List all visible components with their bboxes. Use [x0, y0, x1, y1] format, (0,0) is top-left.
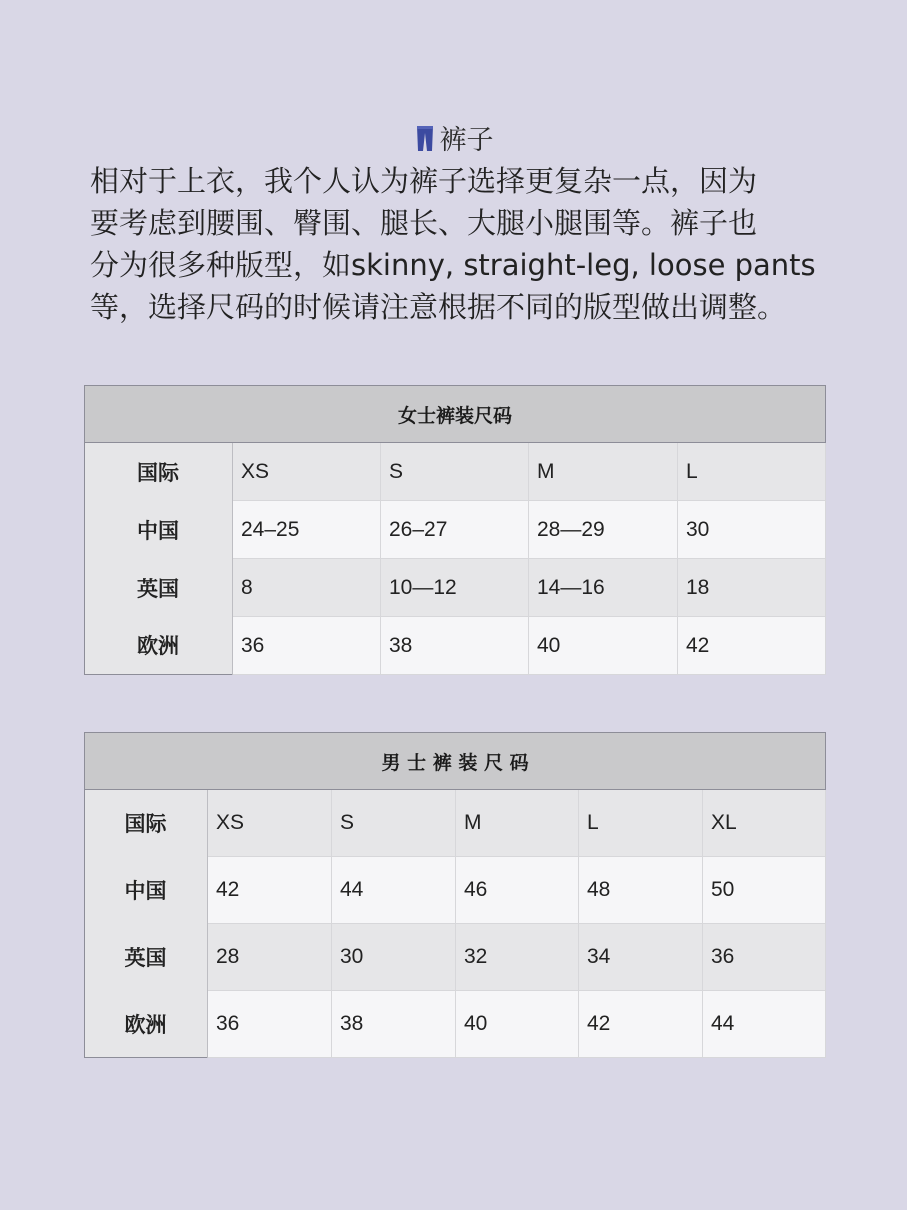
section-title: 裤子 [439, 125, 494, 156]
table-cell: 44 [332, 857, 456, 924]
table-row [85, 857, 826, 924]
table-cell: 40 [529, 617, 678, 675]
table-cell: 36 [703, 924, 826, 991]
row-label: 英国 [85, 559, 233, 617]
table-cell: 44 [703, 991, 826, 1058]
intro-line: 等，选择尺码的时候请注意根据不同的版型做出调整。 [90, 290, 787, 324]
table-cell: S [381, 443, 529, 501]
men-table-body [85, 790, 826, 1058]
table-row [85, 924, 826, 991]
table-cell: 24–25 [233, 501, 381, 559]
table-cell: 34 [579, 924, 703, 991]
table-cell: 14—16 [529, 559, 678, 617]
table-cell: XL [703, 790, 826, 857]
table-cell: 26–27 [381, 501, 529, 559]
table-cell: 10—12 [381, 559, 529, 617]
row-label: 英国 [85, 924, 208, 991]
table-cell: 18 [678, 559, 826, 617]
table-row [85, 559, 826, 617]
table-cell: M [456, 790, 579, 857]
table-cell: 28 [208, 924, 332, 991]
table-cell: 30 [678, 501, 826, 559]
table-row [85, 443, 826, 501]
table-cell: 36 [208, 991, 332, 1058]
row-label: 国际 [85, 790, 208, 857]
women-size-table [84, 385, 826, 675]
table-cell: 32 [456, 924, 579, 991]
table-cell: 38 [332, 991, 456, 1058]
table-cell: L [678, 443, 826, 501]
table-cell: 30 [332, 924, 456, 991]
row-label: 中国 [85, 501, 233, 559]
table-cell: M [529, 443, 678, 501]
men-size-table [84, 732, 826, 1058]
table-cell: 48 [579, 857, 703, 924]
table-row [85, 617, 826, 675]
table-cell: 38 [381, 617, 529, 675]
table-cell: 28—29 [529, 501, 678, 559]
table-cell: 40 [456, 991, 579, 1058]
table-cell: S [332, 790, 456, 857]
table-cell: 42 [208, 857, 332, 924]
women-table-title: 女士裤装尺码 [85, 386, 826, 443]
row-label: 欧洲 [85, 617, 233, 675]
table-cell: XS [233, 443, 381, 501]
table-cell: 8 [233, 559, 381, 617]
table-row [85, 501, 826, 559]
table-cell: 46 [456, 857, 579, 924]
row-label: 国际 [85, 443, 233, 501]
table-cell: XS [208, 790, 332, 857]
section-header [0, 118, 907, 157]
table-cell: 42 [579, 991, 703, 1058]
table-cell: L [579, 790, 703, 857]
table-row [85, 790, 826, 857]
intro-paragraph [90, 160, 830, 328]
row-label: 欧洲 [85, 991, 208, 1058]
table-cell: 42 [678, 617, 826, 675]
table-row [85, 991, 826, 1058]
row-label: 中国 [85, 857, 208, 924]
intro-line: 相对于上衣，我个人认为裤子选择更复杂一点，因为 [90, 164, 758, 198]
table-cell: 36 [233, 617, 381, 675]
men-table-title: 男 士 裤 装 尺 码 [85, 733, 826, 790]
table-cell: 50 [703, 857, 826, 924]
pants-icon [414, 124, 436, 152]
intro-line: 要考虑到腰围、臀围、腿长、大腿小腿围等。裤子也 [90, 206, 758, 240]
women-table-body [85, 443, 826, 675]
intro-line: 分为很多种版型，如skinny, straight-leg, loose pants [90, 248, 816, 282]
